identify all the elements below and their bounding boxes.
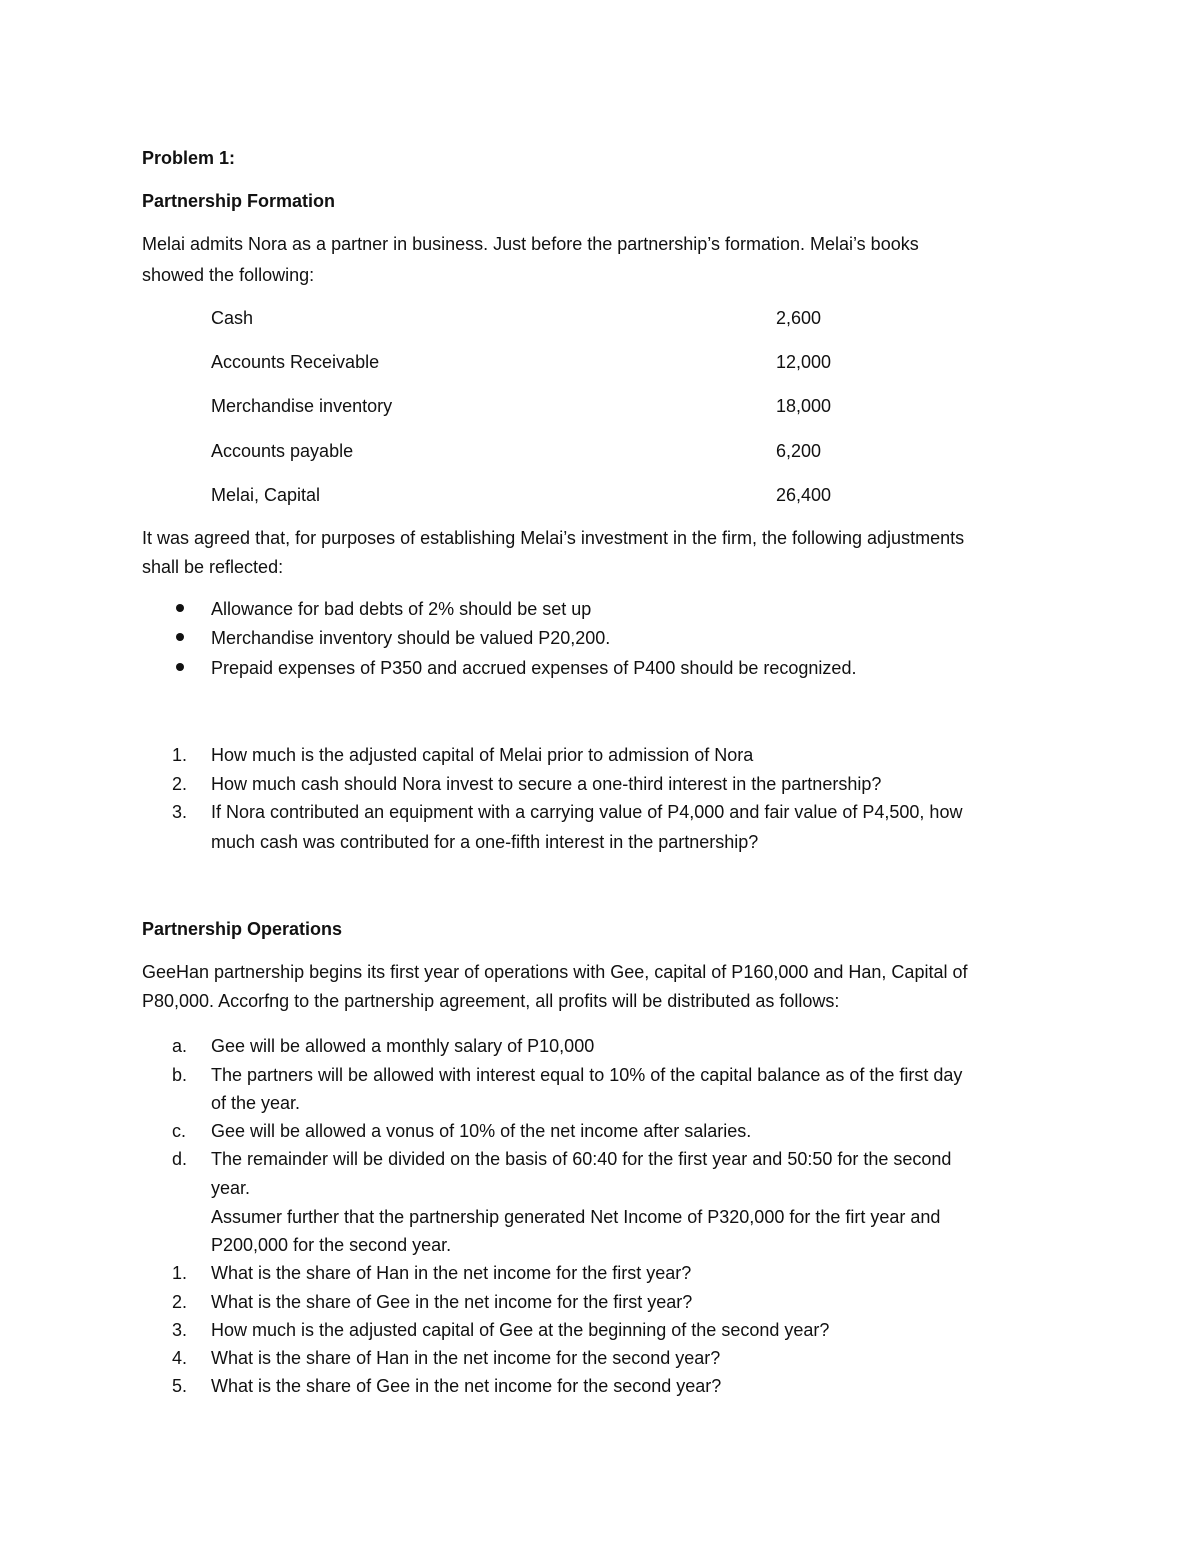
operations-intro-line2: P80,000. Accorfng to the partnership agreement, all profits will be distributed as follows:: [142, 991, 840, 1011]
adjustment-text: Allowance for bad debts of 2% should be set up: [211, 599, 592, 619]
bullet-icon: [176, 633, 184, 641]
agreement-line1: It was agreed that, for purposes of establishing Melai’s investment in the firm, the following adjustments: [142, 528, 965, 548]
account-label: Merchandise inventory: [211, 396, 393, 416]
formation-intro-line2: showed the following:: [142, 265, 315, 285]
question-text: How much is the adjusted capital of Gee at the beginning of the second year?: [211, 1320, 830, 1340]
adjustment-text: Prepaid expenses of P350 and accrued expenses of P400 should be recognized.: [211, 658, 857, 678]
formation-intro-line1: Melai admits Nora as a partner in business. Just before the partnership’s formation. Melai’s books: [142, 234, 919, 254]
question-text-continued: much cash was contributed for a one-fifth interest in the partnership?: [211, 832, 759, 852]
question-text: If Nora contributed an equipment with a carrying value of P4,000 and fair value of P4,500, how: [211, 802, 963, 822]
question-text: How much cash should Nora invest to secure a one-third interest in the partnership?: [211, 774, 882, 794]
question-text: What is the share of Gee in the net income for the first year?: [211, 1292, 693, 1312]
question-number: 2.: [172, 1292, 188, 1312]
formation-heading: Partnership Formation: [142, 191, 336, 211]
term-text: The remainder will be divided on the basis of 60:40 for the first year and 50:50 for the second: [211, 1149, 952, 1169]
operations-intro-line1: GeeHan partnership begins its first year of operations with Gee, capital of P160,000 and Han, Capital of: [142, 962, 968, 982]
term-text-continued: year.: [211, 1178, 251, 1198]
question-text: What is the share of Han in the net income for the first year?: [211, 1263, 692, 1283]
adjustment-text: Merchandise inventory should be valued P20,200.: [211, 628, 611, 648]
question-text: How much is the adjusted capital of Melai prior to admission of Nora: [211, 745, 754, 765]
account-label: Accounts Receivable: [211, 352, 380, 372]
term-text: Gee will be allowed a vonus of 10% of the net income after salaries.: [211, 1121, 752, 1141]
account-label: Melai, Capital: [211, 485, 321, 505]
term-text: The partners will be allowed with interest equal to 10% of the capital balance as of the first day: [211, 1065, 963, 1085]
question-number: 3.: [172, 802, 188, 822]
question-text: What is the share of Gee in the net income for the second year?: [211, 1376, 722, 1396]
term-marker: d.: [172, 1149, 188, 1169]
problem-title: Problem 1:: [142, 148, 236, 168]
term-marker: a.: [172, 1036, 188, 1056]
account-label: Accounts payable: [211, 441, 354, 461]
term-text: Gee will be allowed a monthly salary of P10,000: [211, 1036, 595, 1056]
question-number: 2.: [172, 774, 188, 794]
account-amount: 2,600: [776, 308, 822, 328]
account-amount: 12,000: [776, 352, 832, 372]
question-number: 4.: [172, 1348, 188, 1368]
term-marker: c.: [172, 1121, 187, 1141]
question-number: 5.: [172, 1376, 188, 1396]
question-number: 1.: [172, 1263, 188, 1283]
operations-heading: Partnership Operations: [142, 919, 343, 939]
question-text: What is the share of Han in the net income for the second year?: [211, 1348, 721, 1368]
account-label: Cash: [211, 308, 254, 328]
agreement-line2: shall be reflected:: [142, 557, 284, 577]
question-number: 1.: [172, 745, 188, 765]
term-text-continued: of the year.: [211, 1093, 301, 1113]
account-amount: 18,000: [776, 396, 832, 416]
bullet-icon: [176, 663, 184, 671]
assumption-line2: P200,000 for the second year.: [211, 1235, 452, 1255]
term-marker: b.: [172, 1065, 188, 1085]
question-number: 3.: [172, 1320, 188, 1340]
account-amount: 6,200: [776, 441, 822, 461]
assumption-line1: Assumer further that the partnership generated Net Income of P320,000 for the firt year and: [211, 1207, 941, 1227]
bullet-icon: [176, 604, 184, 612]
account-amount: 26,400: [776, 485, 832, 505]
